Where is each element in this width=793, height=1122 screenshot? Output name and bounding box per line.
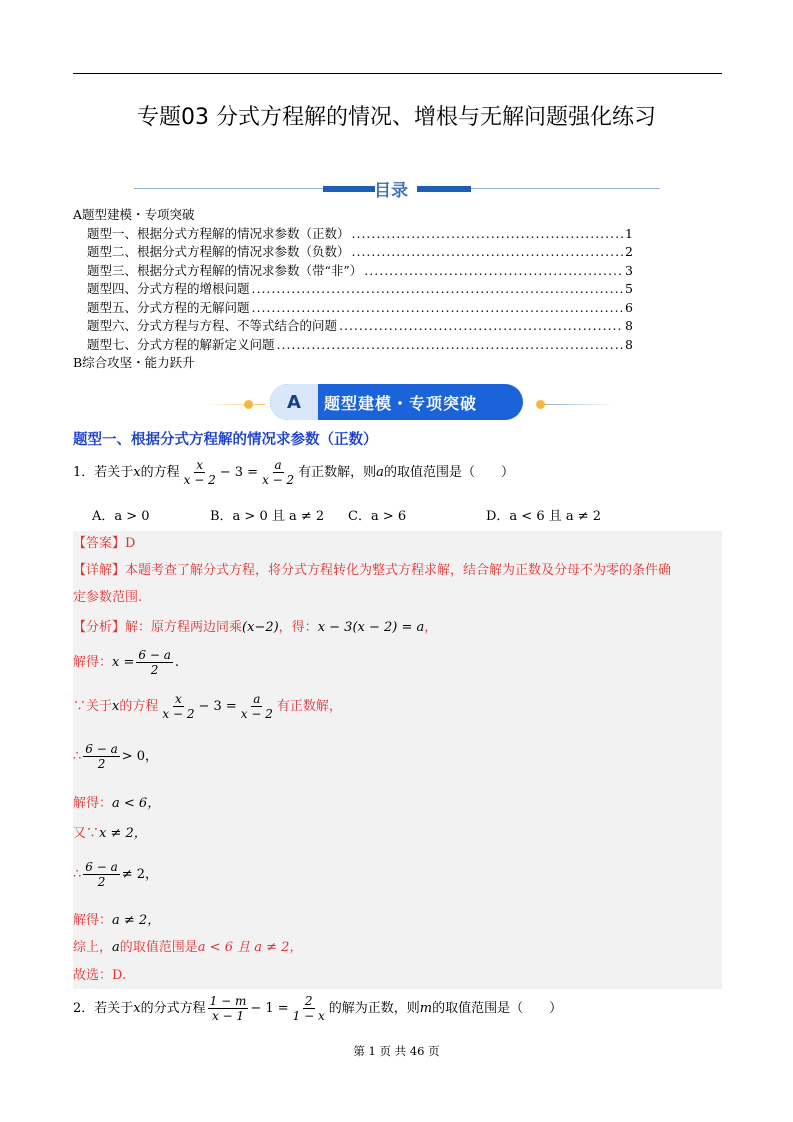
toc-item[interactable]: 题型二、根据分式方程解的情况求参数（负数） ..... 2	[73, 243, 633, 262]
fraction: $\frac{x}{x - 2}$	[183, 458, 216, 487]
banner-dot-left	[244, 400, 253, 409]
analysis-line: 【分析】解：原方程两边同乘(x−2)，得：x − 3(x − 2) = a，	[73, 620, 438, 635]
also-line: 又∵x ≠ 2，	[73, 826, 147, 841]
section-heading: 题型一、根据分式方程解的情况求参数（正数）	[73, 432, 378, 448]
detail-line-2: 定参数范围.	[73, 590, 143, 605]
banner-line-right	[545, 404, 615, 405]
banner-letter: A	[270, 384, 318, 420]
solve-a-line: 解得：a < 6，	[73, 796, 161, 811]
table-of-contents	[73, 206, 633, 373]
choice-line: 故选：D.	[73, 968, 127, 983]
fraction: $\frac{a}{x - 2}$	[262, 458, 295, 487]
toc-section-b[interactable]: B综合攻坚・能力跃升	[73, 355, 195, 370]
banner-line-left	[205, 404, 265, 405]
toc-item[interactable]: 题型五、分式方程的无解问题 ..... 6	[73, 299, 633, 318]
banner-text: 题型建模・专项突破	[324, 393, 478, 413]
toc-bar-left	[323, 186, 375, 192]
solve-ne-line: 解得：a ≠ 2，	[73, 913, 161, 928]
toc-item[interactable]: 题型七、分式方程的解新定义问题 ..... 8	[73, 336, 633, 355]
toc-item[interactable]: 题型三、根据分式方程解的情况求参数（带“非”） ..... 3	[73, 262, 633, 281]
fraction: $\frac{6 - a}{2}$	[85, 742, 118, 771]
therefore-gt0-line: ∴ $\frac{6 - a}{2}$ > 0，	[73, 742, 159, 771]
fraction: $\frac{1 - m}{x - 1}$	[209, 994, 247, 1023]
answer-line: 【答案】D	[73, 536, 136, 551]
section-banner	[270, 384, 523, 420]
fraction: $\frac{x}{x - 2}$	[162, 692, 195, 721]
page-footer: 第 1 页 共 46 页	[353, 1044, 440, 1058]
detail-line-1: 【详解】本题考查了解分式方程，将分式方程转化为整式方程求解，结合解为正数及分母不为零的条件确	[73, 563, 672, 578]
toc-item[interactable]: 题型一、根据分式方程解的情况求参数（正数） ..... 1	[73, 225, 633, 244]
fraction: $\frac{a}{x - 2}$	[240, 692, 273, 721]
toc-section-a[interactable]: A题型建模・专项突破	[73, 207, 195, 222]
fraction: $\frac{2}{1 - x}$	[292, 994, 325, 1023]
option-d[interactable]: D．a < 6 且 a ≠ 2	[486, 509, 602, 524]
toc-item[interactable]: 题型六、分式方程与方程、不等式结合的问题 ..... 8	[73, 317, 633, 336]
fraction: $\frac{6 - a}{2}$	[85, 860, 118, 889]
page-title: 专题03 分式方程解的情况、增根与无解问题强化练习	[137, 105, 656, 130]
question-2: 2．若关于x的分式方程 $\frac{1 - m}{x - 1}$ − 1 = $\frac{2}{1 - x}$ 的解为正数，则m的取值范围是（ ）	[73, 994, 563, 1023]
option-b[interactable]: B．a > 0 且 a ≠ 2	[210, 509, 325, 524]
banner-dot-right	[536, 400, 545, 409]
toc-bar-right	[417, 186, 471, 192]
because-line: ∵关于x的方程 $\frac{x}{x - 2}$ − 3 = $\frac{a}{x - 2}$ 有正数解，	[73, 692, 342, 721]
solve-x-line: 解得：x = $\frac{6 - a}{2}$ .	[73, 648, 179, 677]
summary-line: 综上，a的取值范围是a < 6 且 a ≠ 2，	[73, 940, 303, 955]
toc-item[interactable]: 题型四、分式方程的增根问题 ..... 5	[73, 280, 633, 299]
option-c[interactable]: C．a > 6	[348, 509, 407, 524]
option-a[interactable]: A．a > 0	[92, 509, 150, 524]
toc-heading: 目录	[374, 181, 408, 201]
question-1: 1．若关于x的方程 $\frac{x}{x - 2}$ − 3 = $\frac{a}{x - 2}$ 有正数解，则a的取值范围是（ ）	[73, 458, 514, 487]
solution-box	[73, 531, 722, 989]
header-rule	[73, 73, 722, 74]
therefore-ne2-line: ∴ $\frac{6 - a}{2}$ ≠ 2，	[73, 860, 159, 889]
fraction: $\frac{6 - a}{2}$	[138, 648, 171, 677]
